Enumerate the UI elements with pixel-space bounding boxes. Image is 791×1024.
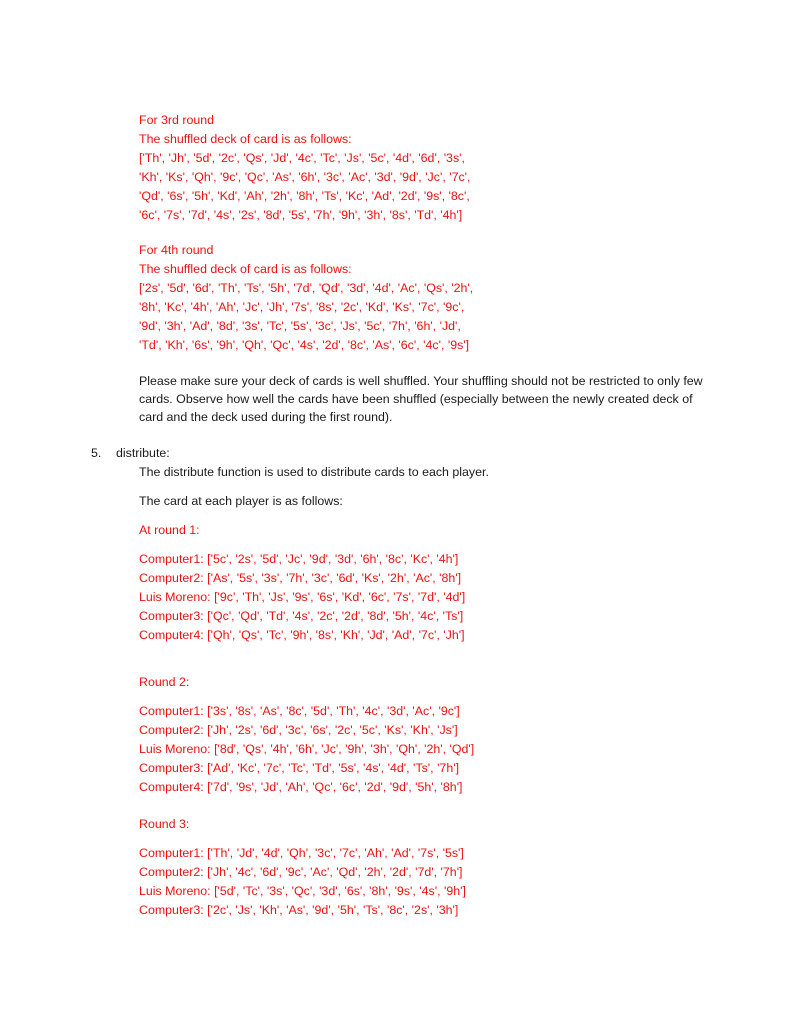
round4-deck-line: 'Td', 'Kh', '6s', '9h', 'Qh', 'Qc', '4s', '2d', '8c', 'As', '6c', '4c', '9s']	[139, 338, 470, 352]
section-description: The distribute function is used to distribute cards to each player.	[139, 465, 489, 479]
player-hand: Computer3: ['2c', 'Js', 'Kh', 'As', '9d', '5h', 'Ts', '8c', '2s', '3h']	[139, 903, 459, 917]
player-hand: Luis Moreno: ['5d', 'Tc', '3s', 'Qc', '3d', '6s', '8h', '9s', '4s', '9h']	[139, 884, 466, 898]
player-hand: Luis Moreno: ['9c', 'Th', 'Js', '9s', '6s', 'Kd', '6c', '7s', '7d', '4d']	[139, 590, 466, 604]
player-hand: Computer4: ['Qh', 'Qs', 'Tc', '9h', '8s', 'Kh', 'Jd', 'Ad', '7c', 'Jh']	[139, 628, 465, 642]
round3-deck-line: '6c', '7s', '7d', '4s', '2s', '8d', '5s', '7h', '9h', '3h', '8s', 'Td', '4h']	[139, 208, 463, 222]
section-title: distribute:	[116, 446, 170, 460]
player-hand: Computer3: ['Qc', 'Qd', 'Td', '4s', '2c', '2d', '8d', '5h', '4c', 'Ts']	[139, 609, 464, 623]
player-hand: Computer4: ['7d', '9s', 'Jd', 'Ah', 'Qc', '6c', '2d', '9d', '5h', '8h']	[139, 780, 463, 794]
round2-heading: Round 2:	[139, 675, 190, 689]
round1-heading: At round 1:	[139, 523, 200, 537]
section-number: 5.	[91, 446, 102, 460]
round4-deck-line: ['2s', '5d', '6d', 'Th', 'Ts', '5h', '7d', 'Qd', '3d', '4d', 'Ac', 'Qs', '2h',	[139, 281, 474, 295]
player-hand: Luis Moreno: ['8d', 'Qs', '4h', '6h', 'Jc', '9h', '3h', 'Qh', '2h', 'Qd']	[139, 742, 475, 756]
shuffle-note: Please make sure your deck of cards is well shuffled. Your shuffling should not be restricted to only few cards. Observe how well the cards have been shuffled (especially between the newly created deck of card and the deck used during the first round).	[139, 374, 703, 424]
round3-intro: The shuffled deck of card is as follows:	[139, 132, 352, 146]
round3-deck-line: 'Qd', '6s', '5h', 'Kd', 'Ah', '2h', '8h', 'Ts', 'Kc', 'Ad', '2d', '9s', '8c',	[139, 189, 470, 203]
player-hand: Computer1: ['Th', 'Jd', '4d', 'Qh', '3c', '7c', 'Ah', 'Ad', '7s', '5s']	[139, 846, 464, 860]
player-hand: Computer1: ['3s', '8s', 'As', '8c', '5d', 'Th', '4c', '3d', 'Ac', '9c']	[139, 704, 460, 718]
cards-intro: The card at each player is as follows:	[139, 494, 343, 508]
player-hand: Computer3: ['Ad', 'Kc', '7c', 'Tc', 'Td', '5s', '4s', '4d', 'Ts', '7h']	[139, 761, 460, 775]
round3-deck-line: ['Th', 'Jh', '5d', '2c', 'Qs', 'Jd', '4c', 'Tc', 'Js', '5c', '4d', '6d', '3s',	[139, 151, 465, 165]
player-hand: Computer1: ['5c', '2s', '5d', 'Jc', '9d', '3d', '6h', '8c', 'Kc', '4h']	[139, 552, 459, 566]
player-hand: Computer2: ['As', '5s', '3s', '7h', '3c', '6d', 'Ks', '2h', 'Ac', '8h']	[139, 571, 462, 585]
round4-deck-line: '8h', 'Kc', '4h', 'Ah', 'Jc', 'Jh', '7s', '8s', '2c', 'Kd', 'Ks', '7c', '9c',	[139, 300, 465, 314]
round4-intro: The shuffled deck of card is as follows:	[139, 262, 352, 276]
round3-dist-heading: Round 3:	[139, 817, 190, 831]
player-hand: Computer2: ['Jh', '4c', '6d', '9c', 'Ac', 'Qd', '2h', '2d', '7d', '7h']	[139, 865, 463, 879]
round4-heading: For 4th round	[139, 243, 214, 257]
player-hand: Computer2: ['Jh', '2s', '6d', '3c', '6s', '2c', '5c', 'Ks', 'Kh', 'Js']	[139, 723, 458, 737]
round3-deck-line: 'Kh', 'Ks', 'Qh', '9c', 'Qc', 'As', '6h', '3c', 'Ac', '3d', '9d', 'Jc', '7c',	[139, 170, 471, 184]
round4-deck-line: '9d', '3h', 'Ad', '8d', '3s', 'Tc', '5s', '3c', 'Js', '5c', '7h', '6h', 'Jd',	[139, 319, 461, 333]
round3-heading: For 3rd round	[139, 113, 215, 127]
